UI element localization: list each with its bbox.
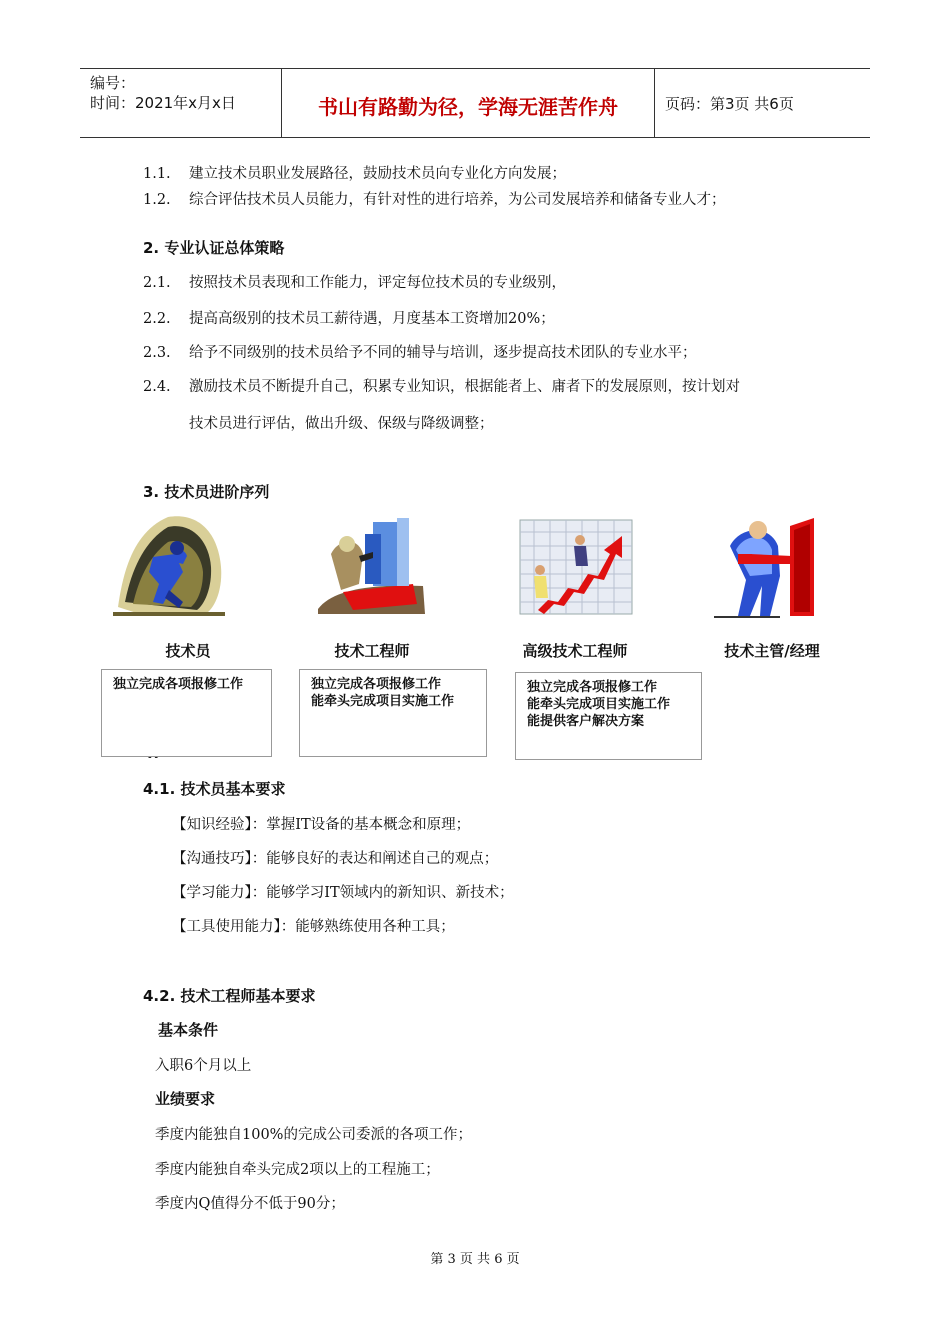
header-page: 页码：第3页 共6页 [665,95,794,113]
subsection-title: 4.2. 技术工程师基本要求 [143,987,316,1005]
climber-clipart [113,512,225,616]
requirement-item: 【沟通技巧】：能够良好的表达和阐述自己的观点； [172,851,499,867]
role-label-technician: 技术员 [165,642,211,660]
list-item: 2.3. 给予不同级别的技术员给予不同的辅导与培训，逐步提高技术团队的专业水平； [143,345,697,361]
role-label-senior-engineer: 高级技术工程师 [522,642,628,660]
header-number: 编号： [90,74,136,92]
list-item-continuation: 技术员进行评估，做出升级、保级与降级调整； [189,416,494,432]
role-box-senior-engineer: 独立完成各项报修工作 能牵头完成项目实施工作 能提供客户解决方案 [515,672,702,760]
header-motto: 书山有路勤为径，学海无涯苦作舟 [318,95,618,119]
section-title: 2. 专业认证总体策略 [143,239,285,257]
header-divider [654,69,655,137]
list-item: 1.1. 建立技术员职业发展路径，鼓励技术员向专业化方向发展； [143,166,566,182]
page-footer [0,1248,950,1267]
role-box-engineer: 独立完成各项报修工作 能牵头完成项目实施工作 [299,669,487,757]
basic-conditions-text: 入职6个月以上 [155,1058,252,1074]
manager-clipart [710,516,820,618]
growth-clipart [518,518,634,616]
header-time: 时间：2021年x月x日 [90,94,236,112]
list-item: 2.2. 提高高级别的技术员工薪待遇，月度基本工资增加20%； [143,311,555,327]
subsection-title: 4.1. 技术员基本要求 [143,780,286,798]
basic-conditions-title: 基本条件 [158,1021,219,1039]
builder-clipart [313,514,431,616]
list-item: 1.2. 综合评估技术员人员能力，有针对性的进行培养，为公司发展培养和储备专业人才； [143,192,726,208]
footer-page-number: 第 3 页 共 6 页 [430,1252,520,1267]
section-title: 3. 技术员进阶序列 [143,483,270,501]
role-box-technician: 独立完成各项报修工作 [101,669,272,757]
header-left [90,73,236,113]
requirement-item: 【知识经验】：掌握IT设备的基本概念和原理； [172,817,471,833]
list-item: 2.1. 按照技术员表现和工作能力，评定每位技术员的专业级别， [143,275,566,291]
role-label-manager: 技术主管/经理 [724,642,820,660]
performance-item: 季度内能独自100%的完成公司委派的各项工作； [155,1127,472,1143]
performance-item: 季度内Q值得分不低于90分； [155,1196,345,1212]
list-item: 2.4. 激励技术员不断提升自己，积累专业知识，根据能者上、庸者下的发展原则，按计划对 [143,379,740,395]
performance-item: 季度内能独自牵头完成2项以上的工程施工； [155,1162,440,1178]
requirement-item: 【工具使用能力】：能够熟练使用各种工具； [172,919,455,935]
performance-title: 业绩要求 [155,1090,216,1108]
role-label-engineer: 技术工程师 [334,642,410,660]
page-header [80,68,870,138]
requirement-item: 【学习能力】：能够学习IT领域内的新知识、新技术； [172,885,514,901]
